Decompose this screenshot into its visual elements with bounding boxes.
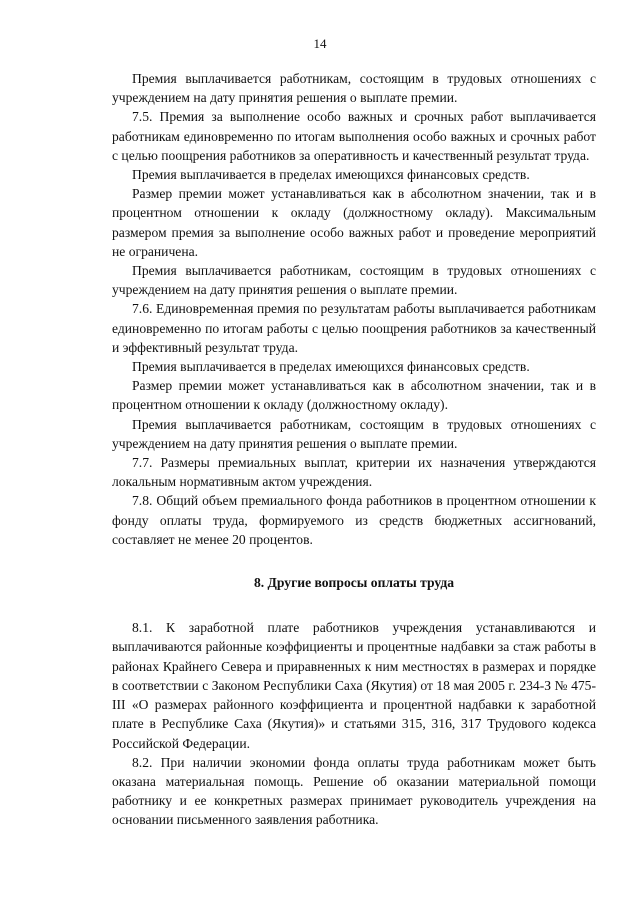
paragraph-7-5: 7.5. Премия за выполнение особо важных и срочных работ выплачивается работникам единовременно по итогам выполнения особо важных и срочных работ с целью поощрения работников за оперативность и качественный результат труда. <box>112 109 596 163</box>
paragraph: Премия выплачивается работникам, состоящим в трудовых отношениях с учреждением на дату принятия решения о выплате премии. <box>112 71 596 106</box>
paragraph: Премия выплачивается в пределах имеющихся финансовых средств. <box>132 359 530 375</box>
paragraph: Размер премии может устанавливаться как в абсолютном значении, так и в процентном отношении к окладу (должностному окладу). Максимальным размером премия за выполнение особо важных работ и проведение мероприятий не ограничена. <box>112 186 596 259</box>
paragraph-7-8: 7.8. Общий объем премиального фонда работников в процентном отношении к фонду оплаты труда, формируемого из средств бюджетных ассигнований, составляет не менее 20 процентов. <box>112 493 596 547</box>
paragraph-8-1: 8.1. К заработной плате работников учреждения устанавливаются и выплачиваются районные коэффициенты и процентные надбавки за стаж работы в районах Крайнего Севера и приравненных к ним местностях в размерах и порядке в соответствии с Законом Республики Саха (Якутия) от 18 мая 2005 г. 234-З № 475-III «О размерах районного коэффициента и процентной надбавки к заработной плате в Республике Саха (Якутия)» и статьями 315, 316, 317 Трудового кодекса Российской Федерации. <box>112 620 596 751</box>
paragraph-7-6: 7.6. Единовременная премия по результатам работы выплачивается работникам единовременно по итогам работы с целью поощрения работников за качественный и эффективный результат труда. <box>112 301 596 355</box>
paragraph: Премия выплачивается в пределах имеющихся финансовых средств. <box>132 167 530 183</box>
page-content <box>112 69 596 830</box>
paragraph: Премия выплачивается работникам, состоящим в трудовых отношениях с учреждением на дату принятия решения о выплате премии. <box>112 263 596 298</box>
paragraph: Премия выплачивается работникам, состоящим в трудовых отношениях с учреждением на дату принятия решения о выплате премии. <box>112 416 596 451</box>
paragraph-8-2: 8.2. При наличии экономии фонда оплаты труда работникам может быть оказана материальная помощь. Решение об оказании материальной помощи работнику и ее конкретных размерах принимает руководитель учреждения на основании письменного заявления работника. <box>112 754 596 828</box>
section-heading: 8. Другие вопросы оплаты труда <box>253 575 455 591</box>
page-number: 14 <box>313 36 327 51</box>
paragraph: Размер премии может устанавливаться как в абсолютном значении, так и в процентном отношении к окладу (должностному окладу). <box>112 378 596 413</box>
paragraph-7-7: 7.7. Размеры премиальных выплат, критерии их назначения утверждаются локальным нормативным актом учреждения. <box>112 455 596 490</box>
